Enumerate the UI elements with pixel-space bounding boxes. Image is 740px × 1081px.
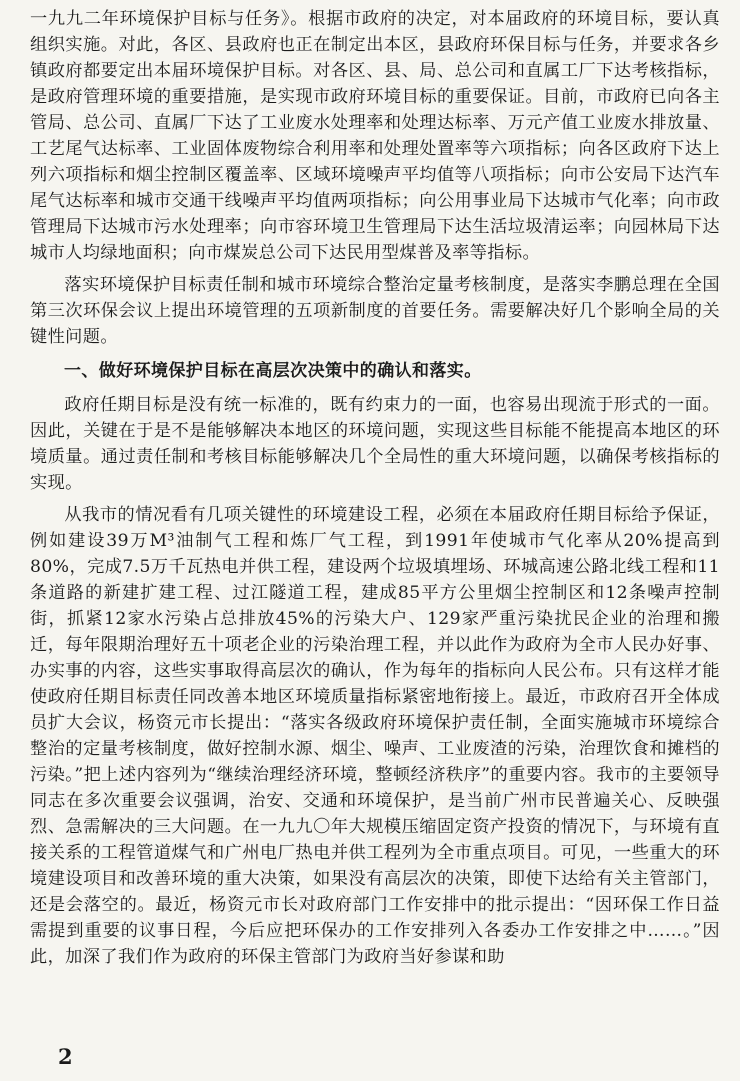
paragraph-term-targets: 政府任期目标是没有统一标准的，既有约束力的一面，也容易出现流于形式的一面。因此，关键在于是不是能够解决本地区的环境问题，实现这些目标能不能提高本地区的环境质量。通过责任制和考核目标能够解决几个全局性的重大环境问题，以确保考核指标的实现。 <box>30 395 720 493</box>
paragraph-key-projects: 从我市的情况看有几项关键性的环境建设工程，必须在本届政府任期目标给予保证，例如建设39万M³油制气工程和炼厂气工程，到1991年使城市气化率从20%提高到80%，完成7.5万千瓦热电并供工程，建设两个垃圾填埋场、环城高速公路北线工程和11条道路的新建扩建工程、过江隧道工程，建成85平方公里烟尘控制区和12条噪声控制街，抓紧12家水污染占总排放45%的污染大户、129家严重污染扰民企业的治理和搬迁，每年限期治理好五十项老企业的污染治理工程，并以此作为政府为全市人民办好事、办实事的内容，这些实事取得高层次的确认，作为每年的指标向人民公布。只有这样才能使政府任期目标责任同改善本地区环境质量指标紧密地衔接上。最近，市政府召开全体成员扩大会议，杨资元市长提出：“落实各级政府环境保护责任制，全面实施城市环境综合整治的定量考核制度，做好控制水源、烟尘、噪声、工业废渣的污染，治理饮食和摊档的污染。”把上述内容列为“继续治理经济环境，整顿经济秩序”的重要内容。我市的主要领导同志在多次重要会议强调，治安、交通和环境保护，是当前广州市民普遍关心、反映强烈、急需解决的三大问题。在一九九〇年大规模压缩固定资产投资的情况下，与环境有直接关系的工程管道煤气和广州电厂热电并供工程列为全市重点项目。可见，一些重大的环境建设项目和改善环境的重大决策，如果没有高层次的决策，即使下达给有关主管部门，还是会落空的。最近，杨资元市长对政府部门工作安排中的批示提出：“因环保工作日益需提到重要的议事日程，今后应把环保办的工作安排列入各委办工作安排之中……。”因此，加深了我们作为政府的环保主管部门为政府当好参谋和助 <box>30 505 720 967</box>
paragraph-targets-list: 一九九二年环境保护目标与任务》。根据市政府的决定，对本届政府的环境目标，要认真组织实施。对此，各区、县政府也正在制定出本区，县政府环保目标与任务，并要求各乡镇政府都要定出本届环境保护目标。对各区、县、局、总公司和直属工厂下达考核指标，是政府管理环境的重要措施，是实现市政府环境目标的重要保证。目前，市政府已向各主管局、总公司、直属厂下达了工业废水处理率和处理达标率、万元产值工业废水排放量、工艺尾气达标率、工业固体废物综合利用率和处理处置率等六项指标；向各区政府下达上列六项指标和烟尘控制区覆盖率、区域环境噪声平均值等八项指标；向市公安局下达汽车尾气达标率和城市交通干线噪声平均值两项指标；向公用事业局下达城市气化率；向市政管理局下达城市污水处理率；向市容环境卫生管理局下达生活垃圾清运率；向园林局下达城市人均绿地面积；向市煤炭总公司下达民用型煤普及率等指标。 <box>30 9 720 263</box>
paragraph-responsibility-system: 落实环境保护目标责任制和城市环境综合整治定量考核制度，是落实李鹏总理在全国第三次环保会议上提出环境管理的五项新制度的首要任务。需要解决好几个影响全局的关键性问题。 <box>30 275 720 347</box>
body-text <box>30 6 720 970</box>
section-heading-one: 一、做好环境保护目标在高层次决策中的确认和落实。 <box>64 361 482 381</box>
page-number: 2 <box>58 1044 73 1069</box>
